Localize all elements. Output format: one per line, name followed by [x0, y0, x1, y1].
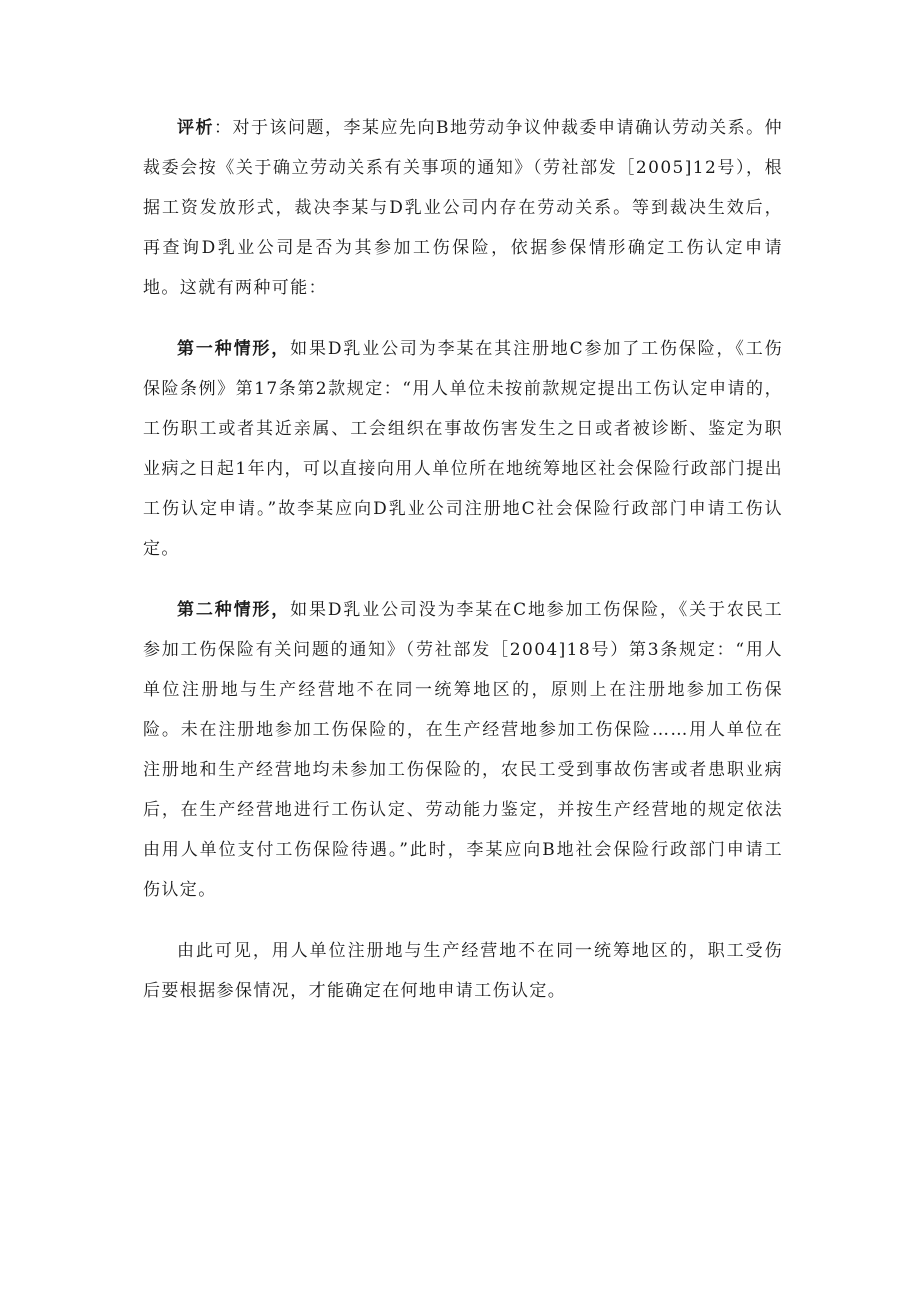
paragraph-first-case	[143, 329, 783, 569]
paragraph-lead: 第一种情形，	[177, 339, 291, 359]
paragraph-second-case	[143, 590, 783, 910]
document-body	[143, 108, 783, 1032]
paragraph-analysis	[143, 108, 783, 308]
paragraph-text: 如果D乳业公司没为李某在C地参加工伤保险，《关于农民工参加工伤保险有关问题的通知》（劳社部发［2004]18号）第3条规定：“用人单位注册地与生产经营地不在同一统筹地区的，原则上在注册地参加工伤保险。未在注册地参加工伤保险的，在生产经营地参加工伤保险……用人单位在注册地和生产经营地均未参加工伤保险的，农民工受到事故伤害或者患职业病后，在生产经营地进行工伤认定、劳动能力鉴定，并按生产经营地的规定依法由用人单位支付工伤保险待遇。”此时，李某应向B地社会保险行政部门申请工伤认定。	[143, 600, 784, 900]
paragraph-lead: 评析	[177, 118, 215, 138]
paragraph-conclusion	[143, 931, 783, 1011]
paragraph-text: 由此可见，用人单位注册地与生产经营地不在同一统筹地区的，职工受伤后要根据参保情况，才能确定在何地申请工伤认定。	[143, 941, 783, 1001]
paragraph-text: 如果D乳业公司为李某在其注册地C参加了工伤保险，《工伤保险条例》第17条第2款规定：“用人单位未按前款规定提出工伤认定申请的，工伤职工或者其近亲属、工会组织在事故伤害发生之日或者被诊断、鉴定为职业病之日起1年内，可以直接向用人单位所在地统筹地区社会保险行政部门提出工伤认定申请。”故李某应向D乳业公司注册地C社会保险行政部门申请工伤认定。	[143, 339, 784, 559]
paragraph-lead: 第二种情形，	[177, 600, 291, 620]
paragraph-text: ：对于该问题，李某应先向B地劳动争议仲裁委申请确认劳动关系。仲裁委会按《关于确立劳动关系有关事项的通知》（劳社部发［2005]12号），根据工资发放形式，裁决李某与D乳业公司内存在劳动关系。等到裁决生效后，再查询D乳业公司是否为其参加工伤保险，依据参保情形确定工伤认定申请地。这就有两种可能：	[143, 118, 783, 298]
